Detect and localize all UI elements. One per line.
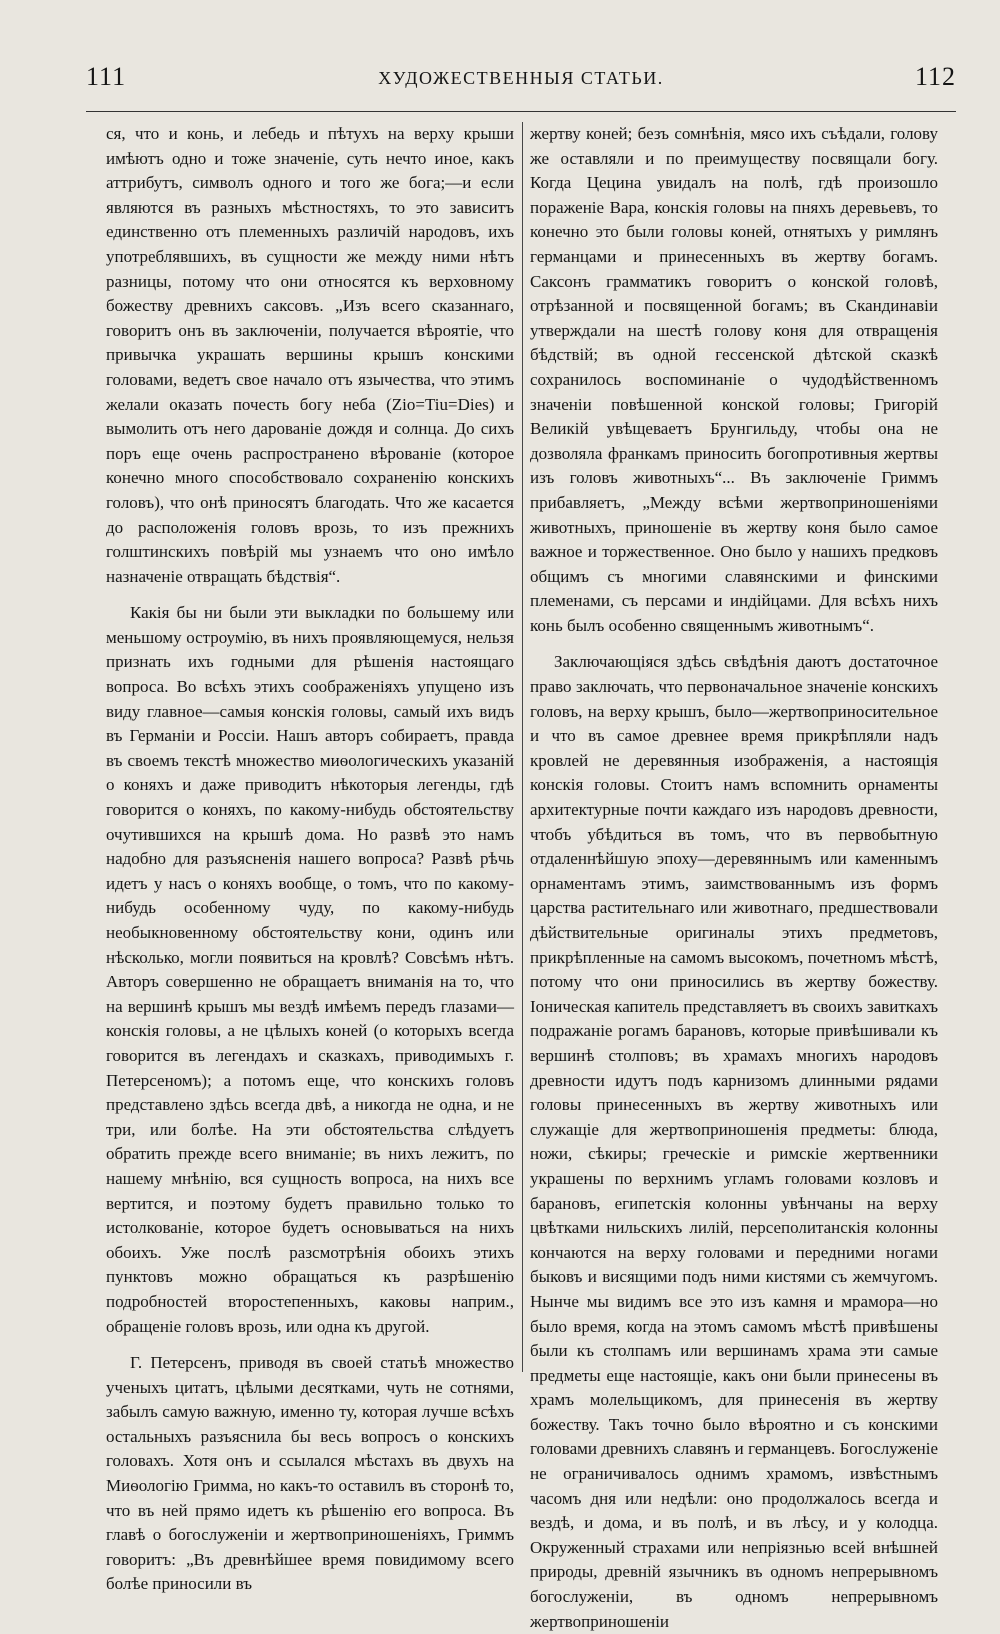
paragraph: жертву коней; безъ сомнѣнія, мясо ихъ съѣдали, голову же оставляли и по преимуществу посвящали богу. Когда Цецина увидалъ на полѣ, гдѣ произошло пораженіе Вара, конскія головы на пняхъ деревьевъ, то конечно это были головы коней, отнятыхъ у римлянъ германцами и принесенныхъ въ жертву богамъ. Саксонъ грамматикъ говоритъ о конской головѣ, отрѣзанной и посвященной богамъ; въ Скандинавіи утверждали на шестѣ голову коня для отвращенія бѣдствій; въ одной гессенской дѣтской сказкѣ сохранилось воспоминаніе о чудодѣйственномъ значеніи повѣшенной конской головы; Григорій Великій увѣщеваетъ Брунгильду, чтобы она не дозволяла франкамъ приносить богопротивныя жертвы изъ головъ животныхъ“... Въ заключеніе Гриммъ прибавляетъ, „Между всѣми жертвоприношеніями животныхъ, приношеніе въ жертву коня было самое важное и торжественное. Оно было у нашихъ предковъ общимъ съ многими славянскими и финскими племенами, съ персами и индійцами. Для всѣхъ нихъ конь былъ особенно священнымъ животнымъ“. xyxy=(530,124,938,635)
paragraph: ся, что и конь, и лебедь и пѣтухъ на верху крыши имѣютъ одно и тоже значеніе, суть нечто иное, какъ аттрибутъ, символъ одного и того же бога;—и если являются въ разныхъ мѣстностяхъ, то это зависитъ единственно отъ племенныхъ различій народовъ, ихъ употреблявшихъ, въ сущности же между ними нѣтъ разницы, потому что они относятся къ верховному божеству древнихъ саксовъ. „Изъ всего сказаннаго, говоритъ онъ въ заключеніи, получается вѣроятіе, что привычка украшать вершины крышъ конскими головами, ведетъ свое начало отъ язычества, что этимъ желали оказать почесть богу неба (Zio=Tiu=Dies) и вымолить отъ него дарованіе дождя и солнца. До сихъ поръ еще очень распространено вѣрованіе (которое конечно много способствовало сохраненію конскихъ головъ), что онѣ приносятъ благодать. Что же касается до расположенія головъ врозь, то изъ прежнихъ голштинскихъ повѣрій мы узнаемъ что оно имѣло назначеніе отвращать бѣдствія“. xyxy=(106,124,514,586)
page-number-left: 111 xyxy=(86,62,127,91)
paragraph: Г. Петерсенъ, приводя въ своей статьѣ множество ученыхъ цитатъ, цѣлыми десятками, чуть не сотнями, забылъ самую важную, именно ту, которая лучше всѣхъ остальныхъ разъяснила бы весь вопросъ о конскихъ головахъ. Хотя онъ и ссылался мѣстахъ въ двухъ на Миѳологію Гримма, но какъ-то оставилъ въ сторонѣ то, что въ ней прямо идетъ къ рѣшенію его вопроса. Въ главѣ о богослуженіи и жертвоприношеніяхъ, Гриммъ говоритъ: „Въ древнѣйшее время повидимому всего болѣе приносили въ xyxy=(106,1353,514,1594)
left-column xyxy=(106,122,514,1597)
running-title: ХУДОЖЕСТВЕННЫЯ СТАТЬИ. xyxy=(378,68,664,88)
header-rule xyxy=(86,111,956,112)
paragraph: Какія бы ни были эти выкладки по большему или меньшому остроумію, въ нихъ проявляющемуся, нельзя признать ихъ годными для рѣшенія настоящаго вопроса. Во всѣхъ этихъ соображеніяхъ упущено изъ виду главное—самыя конскія головы, самый ихъ видъ въ Германіи и Россіи. Нашъ авторъ собираетъ, правда въ своемъ текстѣ множество миѳологическихъ указаній о коняхъ и даже приводитъ нѣкоторыя легенды, гдѣ говорится о коняхъ, по какому-нибудь обстоятельству очутившихся на крышѣ дома. Но развѣ это намъ надобно для разъясненія нашего вопроса? Развѣ рѣчь идетъ у насъ о коняхъ вообще, о томъ, что по какому-нибудь особенному чуду, по какому-нибудь необыкновенному обстоятельству кони, одинъ или нѣсколько, могли появиться на кровлѣ? Совсѣмъ нѣтъ. Авторъ совершенно не обращаетъ вниманія на то, что на вершинѣ крышъ мы вездѣ имѣемъ передъ глазами—конскія головы, а не цѣлыхъ коней (о которыхъ всегда говорится въ легендахъ и сказкахъ, приводимыхъ г. Петерсеномъ); а потомъ еще, что конскихъ головъ представлено здѣсь всегда двѣ, а никогда не одна, и не три, или болѣе. На эти обстоятельства слѣдуетъ обратить прежде всего вниманіе; въ нихъ лежитъ, по нашему мнѣнію, вся сущность вопроса, на нихъ все вертится, и поэтому будетъ правильно только то истолкованіе, которое будетъ основываться на нихъ обоихъ. Уже послѣ разсмотрѣнія обоихъ этихъ пунктовъ можно обращаться къ разрѣшенію подробностей второстепенныхъ, каковы наприм., обращеніе головъ врозь, или одна къ другой. xyxy=(106,603,514,1336)
page-number-right: 112 xyxy=(914,62,956,91)
paragraph: Заключающіяся здѣсь свѣдѣнія даютъ достаточное право заключать, что первоначальное значеніе конскихъ головъ, на верху крышъ, было—жертвоприносительное и что въ самое древнее время прикрѣпляли надъ кровлей не деревянныя изображенія, а настоящія конскія головы. Стоитъ намъ вспомнить орнаменты архитектурные почти каждаго изъ народовъ древности, чтобъ убѣдиться въ томъ, что въ первобытную отдаленнѣйшую эпоху—деревяннымъ или каменнымъ орнаментамъ этимъ, заимствованнымъ изъ формъ царства растительнаго или животнаго, предшествовали дѣйствительные оригиналы этихъ предметовъ, прикрѣпленные на самомъ высокомъ, почетномъ мѣстѣ, потому что они приносились въ жертву божеству. Іоническая капитель представляетъ въ своихъ завиткахъ подражаніе рогамъ барановъ, которые привѣшивали къ вершинѣ столповъ; въ храмахъ многихъ народовъ древности идутъ подъ карнизомъ длинными рядами головы принесенныхъ въ жертву животныхъ или служащіе для жертвоприношенія предметы: блюда, ножи, сѣкиры; греческіе и римскіе жертвенники украшены по верхнимъ угламъ головами козловъ и барановъ, египетскія колонны увѣнчаны на верху цвѣтками нильскихъ лилій, персеполитанскія колонны кончаются на верху головами и передними ногами быковъ и висящими подъ ними кистями съ жемчугомъ. Нынче мы видимъ все это изъ камня и мрамора—но было время, когда на этомъ самомъ мѣстѣ привѣшены были къ столпамъ или вершинамъ храма эти самые предметы еще настоящіе, какъ они были принесены въ храмъ молельщикомъ, для принесенія въ жертву божеству. Такъ точно было вѣроятно и съ конскими головами древнихъ славянъ и германцевъ. Богослуженіе не ограничивалось однимъ храмомъ, извѣстнымъ часомъ дня или недѣли: оно продолжалось всегда и вездѣ, и дома, и въ полѣ, и въ лѣсу, и у колодца. Окруженный страхами или непріязнью всей внѣшней природы, древній язычникъ въ одномъ непрерывномъ богослуженіи, въ одномъ непрерывномъ жертвоприношеніи xyxy=(530,652,938,1631)
right-column xyxy=(530,122,938,1634)
page-header xyxy=(86,62,956,102)
column-divider xyxy=(522,122,523,1372)
